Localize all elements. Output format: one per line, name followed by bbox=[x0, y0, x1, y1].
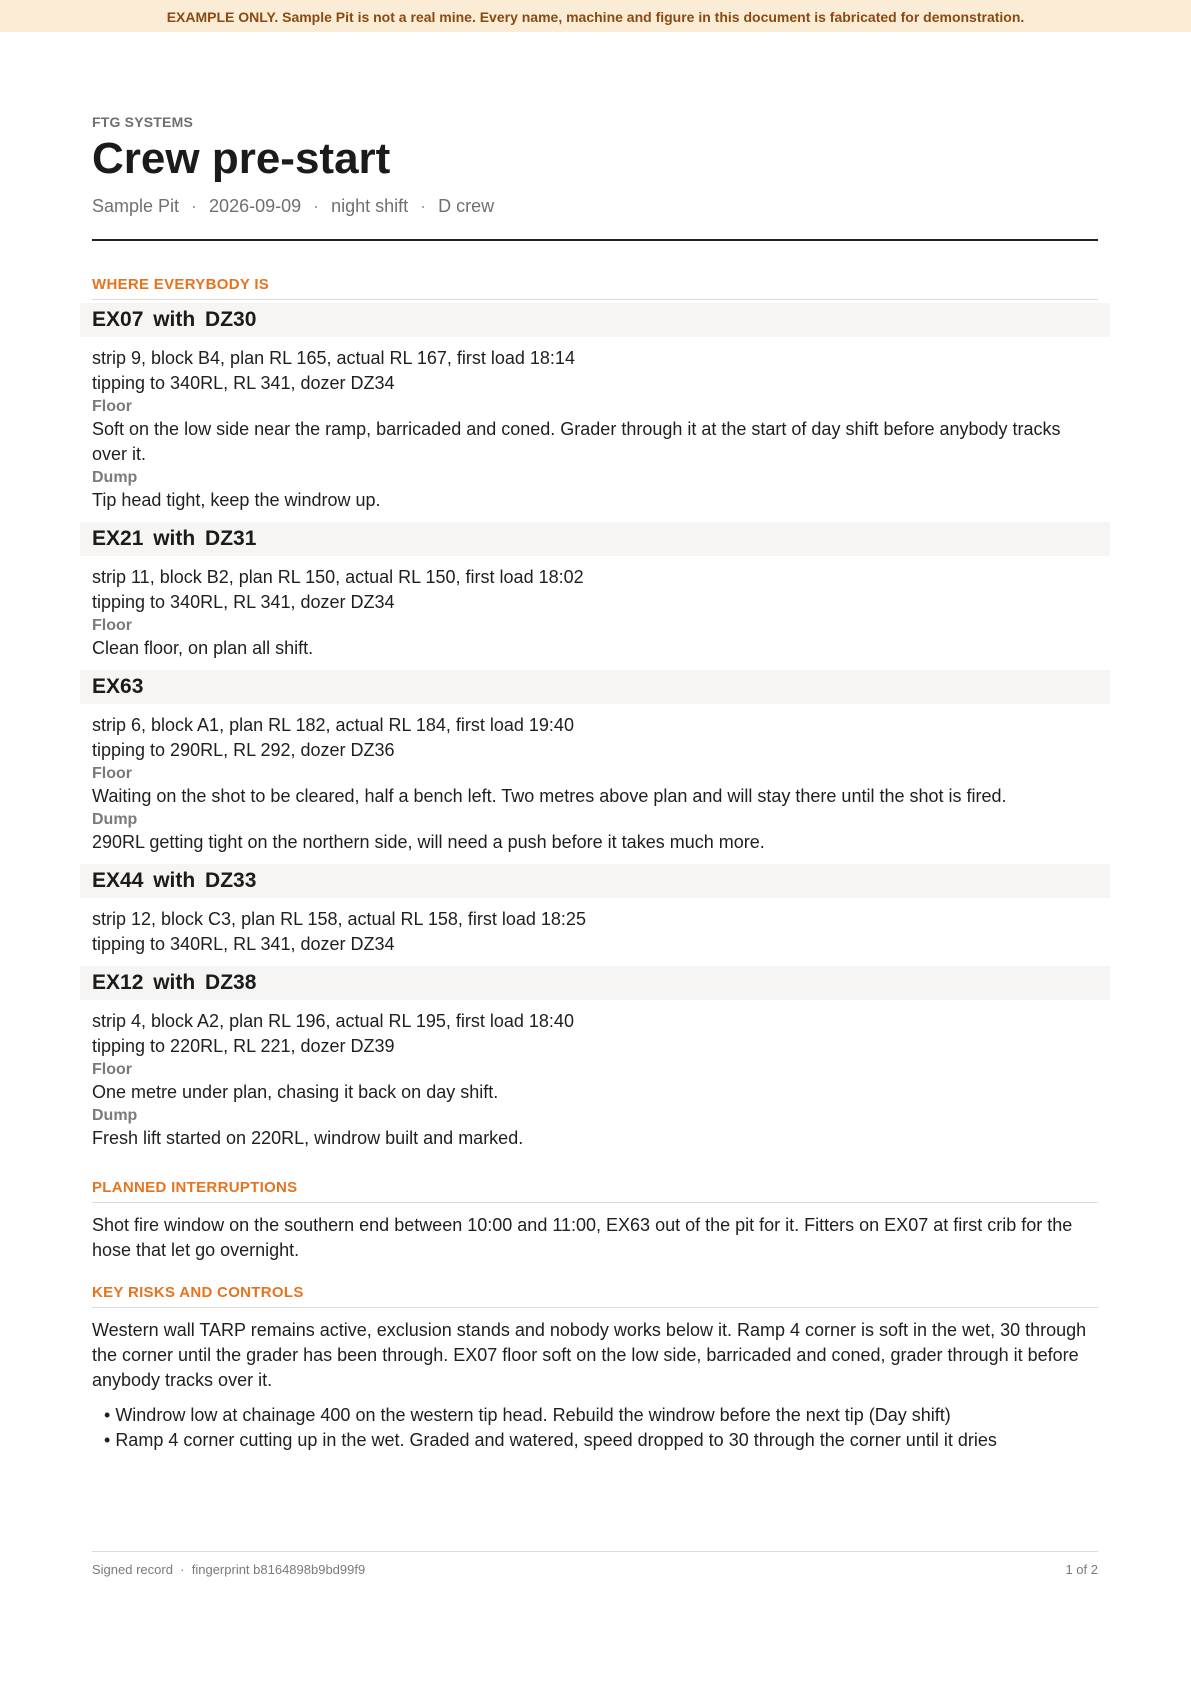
risk-list bbox=[92, 1403, 1098, 1453]
meta-line bbox=[92, 196, 1098, 217]
where-heading: WHERE EVERYBODY IS bbox=[92, 276, 1098, 300]
footer-signature: Signed record · fingerprint b8164898b9bd99f9 bbox=[92, 1562, 366, 1577]
crew-details bbox=[92, 704, 1098, 861]
crew-tipping: tipping to 340RL, RL 341, dozer DZ34 bbox=[92, 373, 395, 394]
note-label: Floor bbox=[92, 617, 132, 635]
meta-crew: D crew bbox=[438, 196, 495, 217]
risk-item: • Ramp 4 corner cutting up in the wet. Graded and watered, speed dropped to 30 through the corner until it dries bbox=[104, 1428, 1098, 1453]
risks-heading: KEY RISKS AND CONTROLS bbox=[92, 1284, 1098, 1308]
crew-header: EX44 with DZ33 bbox=[80, 864, 1110, 898]
meta-site: Sample Pit bbox=[92, 196, 180, 217]
note-label: Dump bbox=[92, 811, 138, 829]
crew-header: EX07 with DZ30 bbox=[80, 303, 1110, 337]
meta-date: 2026-09-09 bbox=[209, 196, 302, 217]
meta-separator: · bbox=[313, 196, 320, 217]
crew-tipping: tipping to 340RL, RL 341, dozer DZ34 bbox=[92, 934, 395, 955]
note-text: One metre under plan, chasing it back on day shift. bbox=[92, 1082, 499, 1103]
crew-details bbox=[92, 1000, 1098, 1157]
brand-label: FTG SYSTEMS bbox=[92, 114, 193, 130]
interruptions-heading: PLANNED INTERRUPTIONS bbox=[92, 1179, 1098, 1203]
interruptions-text: Shot fire window on the southern end between 10:00 and 11:00, EX63 out of the pit for it. Fitters on EX07 at first crib for the hose that let go overnight. bbox=[92, 1215, 1073, 1261]
crew-header: EX12 with DZ38 bbox=[80, 966, 1110, 1000]
meta-separator: · bbox=[420, 196, 427, 217]
crew-location: strip 11, block B2, plan RL 150, actual RL 150, first load 18:02 bbox=[92, 567, 584, 588]
note-text: Clean floor, on plan all shift. bbox=[92, 638, 314, 659]
fingerprint: fingerprint b8164898b9bd99f9 bbox=[191, 1562, 366, 1577]
crew-details bbox=[92, 898, 1098, 963]
note-text: Soft on the low side near the ramp, barricaded and coned. Grader through it at the start of day shift before anybody tracks over it. bbox=[92, 419, 1061, 465]
note-text: Fresh lift started on 220RL, windrow built and marked. bbox=[92, 1128, 524, 1149]
crew-details bbox=[92, 556, 1098, 667]
meta-separator: · bbox=[191, 196, 198, 217]
note-label: Floor bbox=[92, 1061, 132, 1079]
crew-location: strip 12, block C3, plan RL 158, actual RL 158, first load 18:25 bbox=[92, 909, 586, 930]
meta-shift: night shift bbox=[331, 196, 409, 217]
crew-header: EX63 bbox=[80, 670, 1110, 704]
note-text: 290RL getting tight on the northern side, will need a push before it takes much more. bbox=[92, 832, 765, 853]
note-text: Waiting on the shot to be cleared, half a bench left. Two metres above plan and will stay there until the shot is fired. bbox=[92, 786, 1007, 807]
page-title: Crew pre-start bbox=[92, 134, 391, 183]
crew-tipping: tipping to 290RL, RL 292, dozer DZ36 bbox=[92, 740, 395, 761]
note-label: Dump bbox=[92, 469, 138, 487]
note-label: Floor bbox=[92, 765, 132, 783]
demo-banner: EXAMPLE ONLY. Sample Pit is not a real mine. Every name, machine and figure in this document is fabricated for demonstration. bbox=[0, 0, 1191, 32]
crew-list bbox=[92, 303, 1098, 1157]
crew-location: strip 6, block A1, plan RL 182, actual RL 184, first load 19:40 bbox=[92, 715, 574, 736]
footer bbox=[92, 1551, 1098, 1577]
note-label: Floor bbox=[92, 398, 132, 416]
note-label: Dump bbox=[92, 1107, 138, 1125]
page-number: 1 of 2 bbox=[1065, 1562, 1098, 1577]
crew-location: strip 4, block A2, plan RL 196, actual RL 195, first load 18:40 bbox=[92, 1011, 574, 1032]
signed-label: Signed record bbox=[92, 1562, 173, 1577]
crew-details bbox=[92, 337, 1098, 519]
risks-text: Western wall TARP remains active, exclusion stands and nobody works below it. Ramp 4 corner is soft in the wet, 30 through the corner until the grader has been through. EX07 floor soft on the low side, barricaded and coned, grader through it before anybody tracks over it. bbox=[92, 1320, 1087, 1391]
crew-header: EX21 with DZ31 bbox=[80, 522, 1110, 556]
header-divider bbox=[92, 239, 1098, 241]
crew-tipping: tipping to 220RL, RL 221, dozer DZ39 bbox=[92, 1036, 395, 1057]
note-text: Tip head tight, keep the windrow up. bbox=[92, 490, 381, 511]
risk-item: • Windrow low at chainage 400 on the western tip head. Rebuild the windrow before the next tip (Day shift) bbox=[104, 1403, 1098, 1428]
crew-location: strip 9, block B4, plan RL 165, actual RL 167, first load 18:14 bbox=[92, 348, 575, 369]
crew-tipping: tipping to 340RL, RL 341, dozer DZ34 bbox=[92, 592, 395, 613]
document-page bbox=[92, 32, 1098, 1453]
